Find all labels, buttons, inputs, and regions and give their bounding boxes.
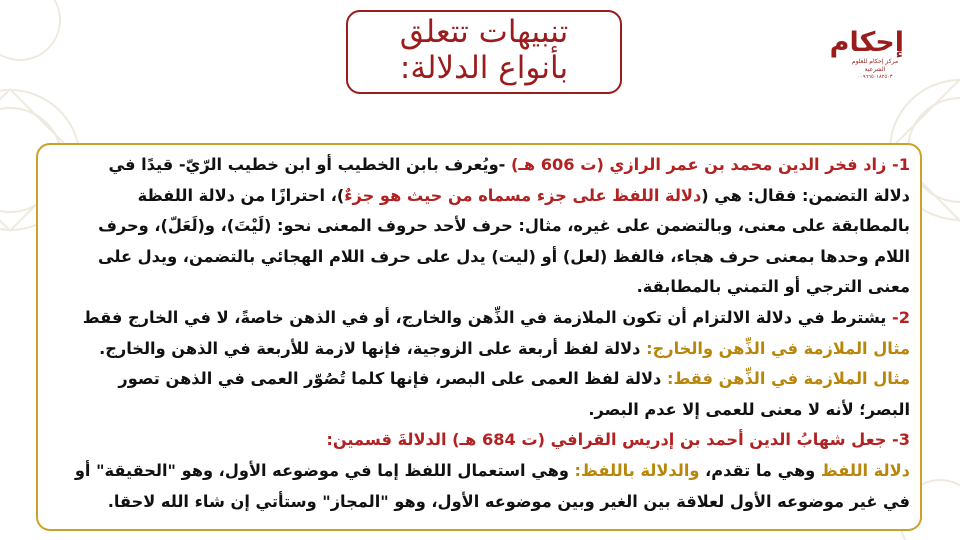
paragraph-1-line-3: بالمطابقة على معنى، وبالتضمن على غيره، مثال: حرف لأحد حروف المعنى نحو: (لَيْتَ)، و(لَعَلّ)، وحرف [98,216,910,236]
definition-highlight: دلالة اللفظ على جزء مسماه من حيث هو جزءٌ [344,185,702,205]
example-heading-mind-and-external: مثال الملازمة في الذِّهن والخارج: [646,338,910,358]
page-title-line-1: تنبيهات تتعلق [399,14,569,50]
paragraph-1-text: دلالة التضمن: فقال: هي ( [701,185,910,205]
paragraph-2-line-2 [48,334,910,365]
paragraph-2-text: يشترط في دلالة الالتزام أن تكون الملازمة في الذِّهن والخارج، أو في الذهن خاصةً، لا في الخارج فقط [82,307,893,327]
content-box [36,143,922,531]
logo-word: إحكام [829,27,904,58]
paragraph-2-line-1 [48,303,910,334]
paragraph-1-line-1 [48,150,910,181]
paragraph-1-line-4: اللام وحدها بمعنى حرف هجاء، فالفظ (لعل) أو (ليت) يدل على حرف اللام الهجائي بالتضمن، ويدل على [97,246,910,266]
paragraph-2-line-4: البصر؛ لأنه لا معنى للعمى إلا عدم البصر. [588,399,910,419]
paragraph-1-text: -ويُعرف بابن الخطيب أو ابن خطيب الرّيّ- قيدًا في [108,155,511,174]
example-heading-mind-only: مثال الملازمة في الذِّهن فقط: [666,369,910,389]
paragraph-2-text: دلالة لفظ العمى على البصر، فإنها كلما تُصُوّر العمى في الذهن تصور [118,369,667,389]
paragraph-2-text: دلالة لفظ أربعة على الزوجية، فإنها لازمة للأربعة في الذهن والخارج. [99,338,647,358]
paragraph-1-line-2 [48,181,910,212]
term-dalalat-al-lafz: دلالة اللفظ [820,460,910,480]
paragraph-3-text: وهي ما تقدم، [699,460,821,480]
page-title-line-2: بأنواع الدلالة: [399,50,569,86]
paragraph-3-text: وهي استعمال اللفظ إما في موضوعه الأول، وهو "الحقيقة" أو [74,460,575,480]
paragraph-3-line-2 [48,456,910,487]
paragraph-1-text: )، احترازًا من دلالة اللفظة [137,185,345,205]
paragraph-1-heading: 1- زاد فخر الدين محمد بن عمر الرازي (ت 606 هـ) [510,155,910,174]
logo [829,27,904,90]
logo-number: ٠٠٩٦٦٥٠١٨٢٥٠٣ [857,74,893,80]
paragraph-1-line-5: معنى الترجي أو التمني بالمطابقة. [636,277,910,297]
logo-subtitle: مركز إحكام للعلوم الشرعية [851,58,899,73]
paragraph-2-number: 2- [892,307,910,327]
paragraph-2-line-3 [48,364,910,395]
paragraph-3-heading: 3- جعل شهابُ الدين أحمد بن إدريس القرافي (ت 684 هـ) الدلالةَ قسمين: [326,430,910,450]
title-box [346,10,622,94]
term-dalala-bil-lafz: والدلالة باللفظ: [574,460,700,480]
paragraph-3-line-3: في غير موضوعه الأول لعلاقة بين الغير وبين موضوعه الأول، وهو "المجاز" وستأتي إن شاء الله لاحقا. [107,491,910,511]
